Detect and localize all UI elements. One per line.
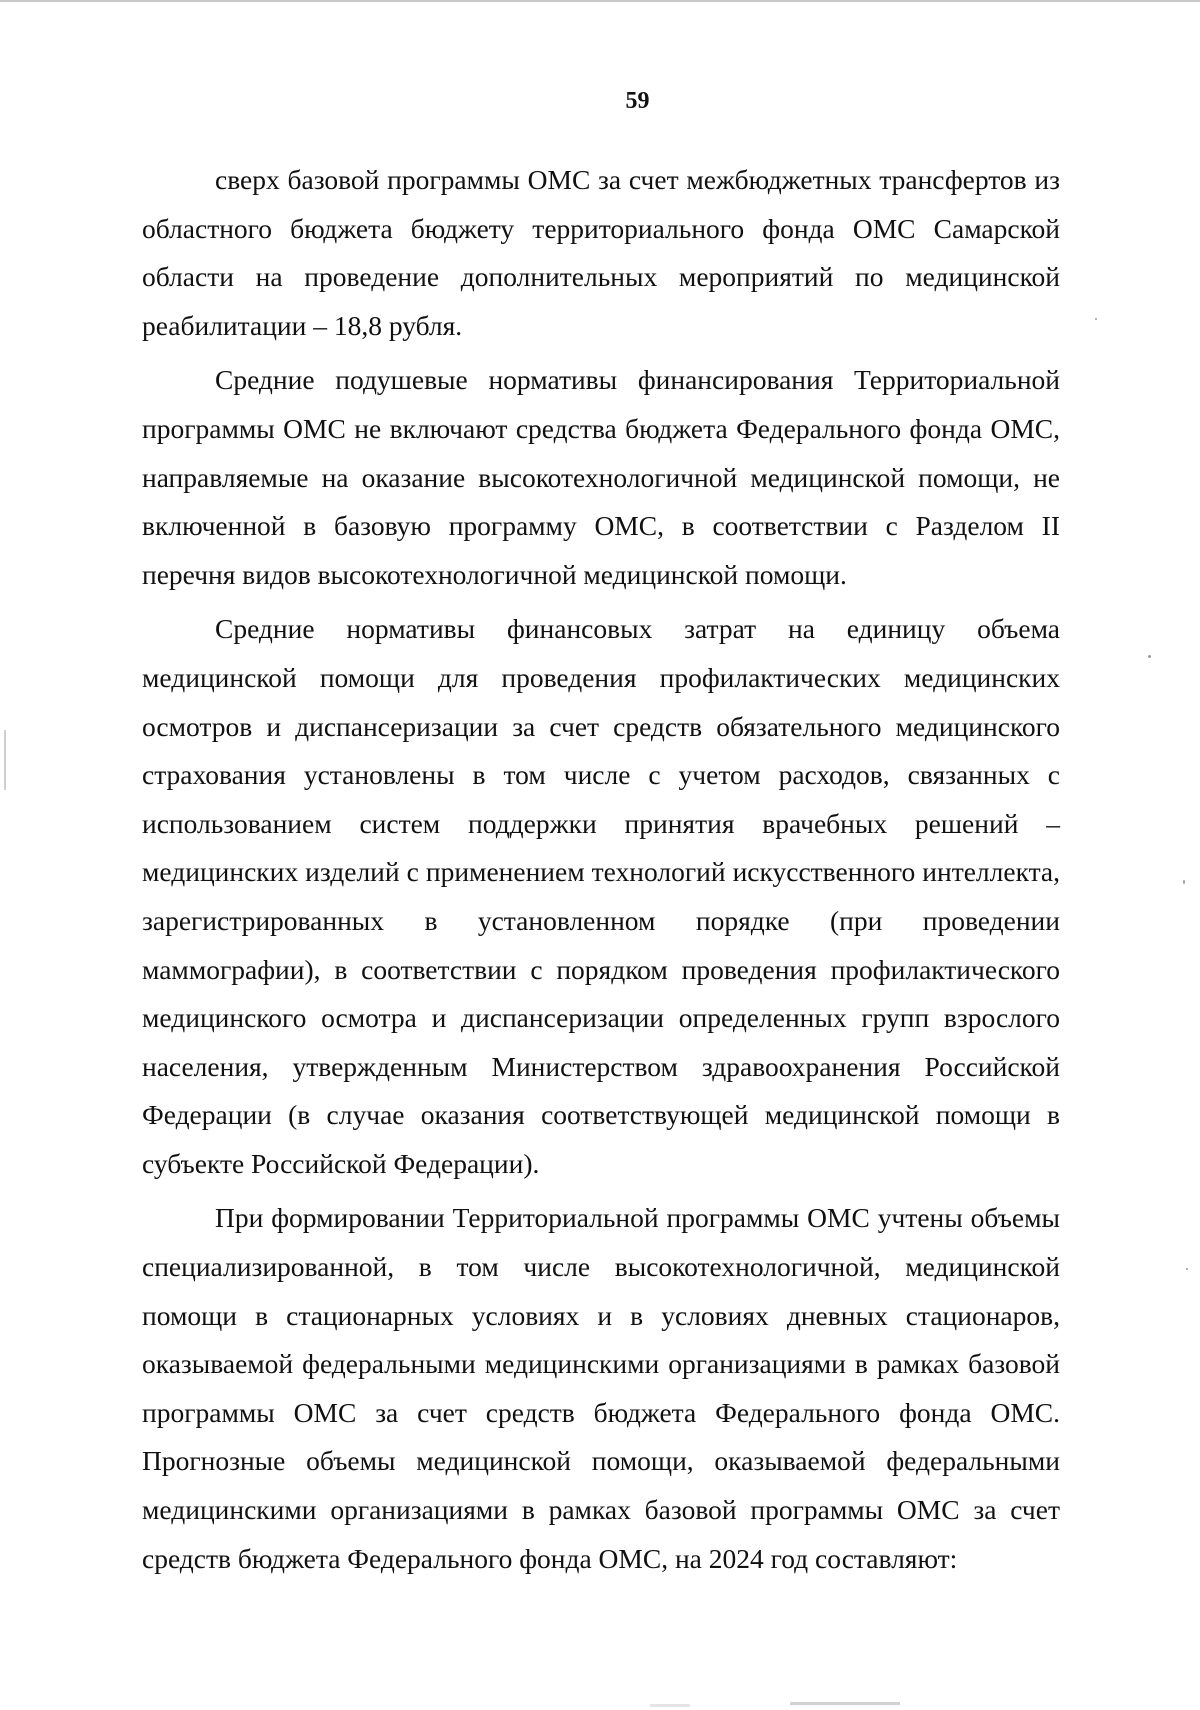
scan-smudge — [650, 1704, 690, 1707]
scan-speck — [1095, 318, 1097, 320]
scan-speck — [1148, 655, 1151, 658]
scan-top-edge — [0, 0, 1200, 2]
page-number: 59 — [625, 88, 650, 114]
scan-speck — [4, 730, 6, 790]
scan-smudge — [790, 1702, 900, 1705]
paragraph-per-capita-norms: Средние подушевые нормативы финансирования Территориальной программы ОМС не включают средства бюджета Федерального фонда ОМС, направляемые на оказание высокотехнологичной медицинской помощи, не включенной в базовую программу ОМС, в соответствии с Разделом II перечня видов высокотехнологичной медицинской помощи. — [142, 364, 1060, 590]
paragraph-continuation: сверх базовой программы ОМС за счет межбюджетных трансфертов из областного бюджета бюджету территориального фонда ОМС Самарской области на проведение дополнительных мероприятий по медицинской реабилитации – 18,8 рубля. — [142, 164, 1060, 341]
paragraph-federal-volumes: При формировании Территориальной программы ОМС учтены объемы специализированной, в том числе высокотехнологичной, медицинской помощи в стационарных условиях и в условиях дневных стационаров, оказываемой федеральными медицинскими организациями в рамках базовой программы ОМС за счет средств бюджета Федерального фонда ОМС. Прогнозные объемы медицинской помощи, оказываемой федеральными медицинскими организациями в рамках базовой программы ОМС за счет средств бюджета Федерального фонда ОМС, на 2024 год составляют: — [142, 1202, 1060, 1574]
paragraph-financial-cost-norms: Средние нормативы финансовых затрат на единицу объема медицинской помощи для проведения профилактических медицинских осмотров и диспансеризации за счет средств обязательного медицинского страхования установлены в том числе с учетом расходов, связанных с использованием систем поддержки принятия врачебных решений – медицинских изделий с применением технологий искусственного интеллекта, зарегистрированных в установленном порядке (при проведении маммографии), в соответствии с порядком проведения профилактического медицинского осмотра и диспансеризации определенных групп взрослого населения, утвержденным Министерством здравоохранения Российской Федерации (в случае оказания соответствующей медицинской помощи в субъекте Российской Федерации). — [142, 613, 1060, 1179]
scan-speck — [1186, 1268, 1188, 1270]
document-body — [142, 156, 1060, 1583]
scan-speck — [1183, 880, 1185, 884]
